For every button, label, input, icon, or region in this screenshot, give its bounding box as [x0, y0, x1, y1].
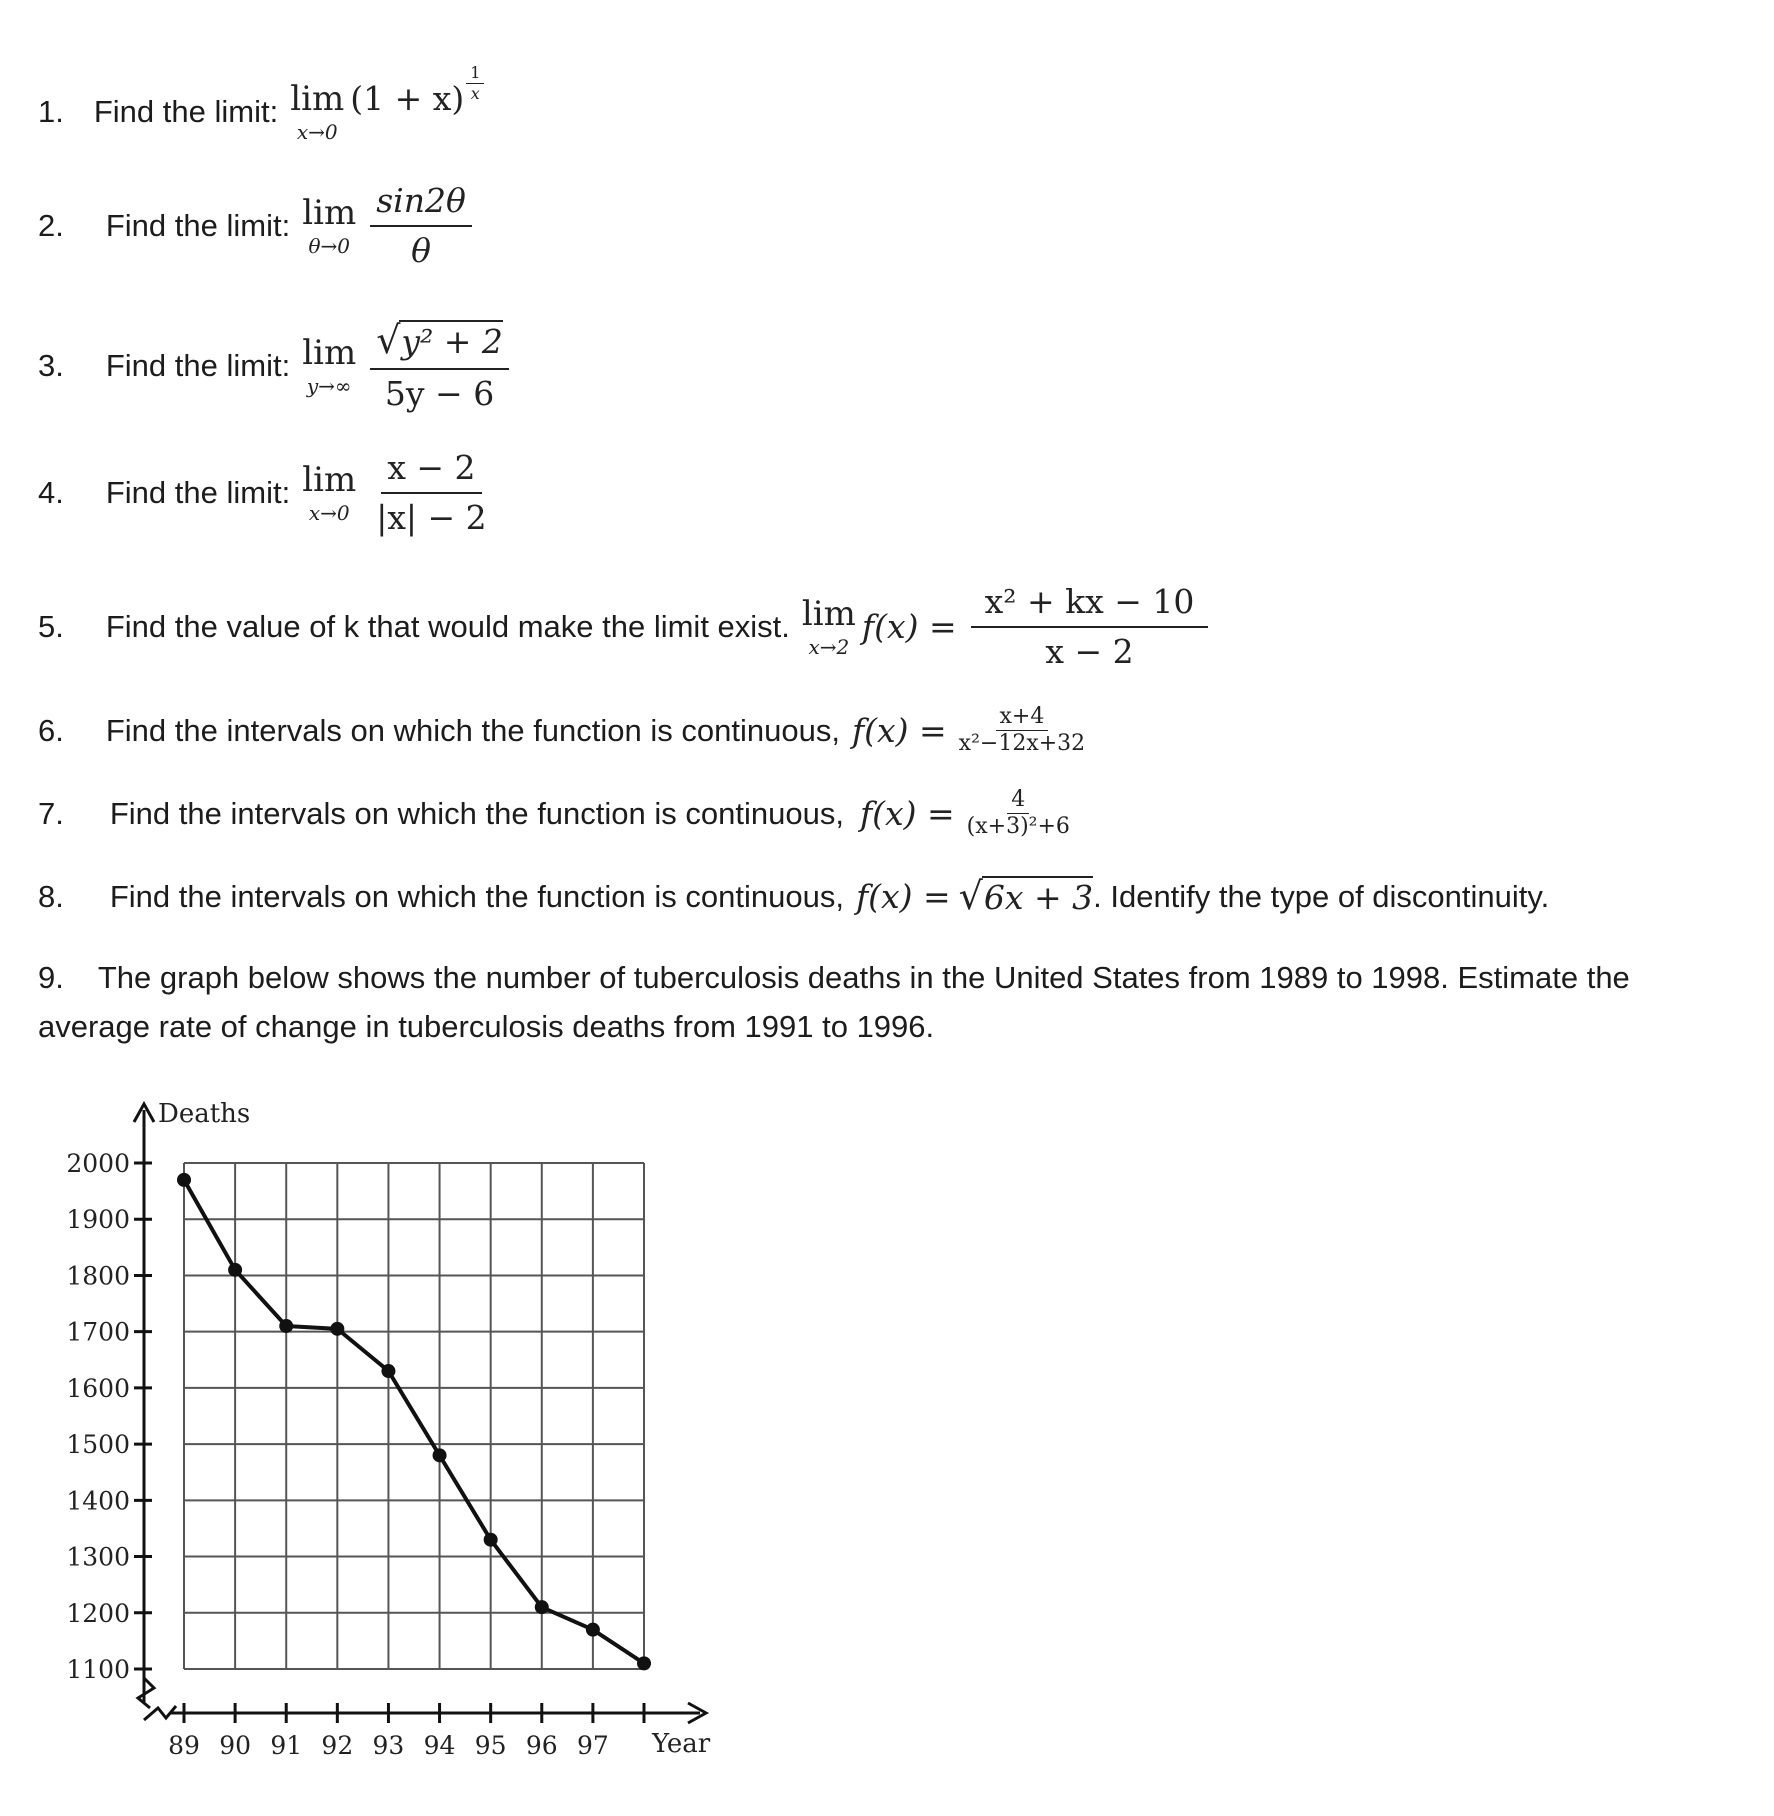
x-tick-label: 96: [525, 1731, 558, 1760]
data-points: [177, 1173, 651, 1671]
question-number: 6.: [38, 712, 64, 748]
fraction: $\frac{x - 2}{|x| - 2}$: [376, 448, 487, 538]
question-text: Find the intervals on which the function is continuous,: [109, 795, 844, 831]
math-expression: [290, 62, 484, 144]
question-1: [38, 62, 484, 144]
x-tick-label: 97: [576, 1731, 609, 1760]
sqrt-icon: √: [958, 874, 983, 918]
data-point: [279, 1319, 293, 1333]
limit-operator: lim y→∞: [302, 333, 357, 399]
fraction: $\frac{x+4}{\text{x²−12x+32}}$: [958, 704, 1086, 757]
exponent-fraction: $\frac{1}{x}$: [466, 64, 484, 102]
math-expression: [860, 788, 1074, 839]
x-tick-label: 90: [219, 1731, 252, 1760]
question-number: 7.: [38, 795, 64, 831]
math-expression: [802, 584, 1208, 671]
question-6: [38, 705, 1089, 756]
data-point: [177, 1173, 191, 1187]
math-expression: f(x) = √6x + 3: [855, 874, 1094, 918]
limit-operator: lim θ→0: [302, 193, 357, 259]
y-tick-label: 1100: [66, 1655, 130, 1684]
y-tick-label: 1800: [66, 1261, 130, 1291]
question-text: The graph below shows the number of tuberculosis deaths in the United States from 1989 to 1998. Estimate the average rate of change in tuberculosis deaths from 1991 to 1996.: [38, 960, 1630, 1044]
data-point: [228, 1263, 242, 1277]
question-tail: . Identify the type of discontinuity.: [1093, 879, 1550, 914]
x-tick-label: 94: [423, 1731, 456, 1760]
x-tick-label: 93: [372, 1731, 405, 1760]
chart-axes: [134, 1104, 706, 1723]
y-tick-label: 1700: [66, 1317, 130, 1347]
question-number: 3.: [38, 348, 64, 384]
question-3: [38, 320, 509, 412]
y-axis-ticks: [66, 1149, 152, 1684]
fraction: $\frac{\text{x² + kx − 10}}{x - 2}$: [971, 584, 1209, 671]
limit-operator: lim x→0: [302, 460, 357, 526]
y-tick-label: 1600: [66, 1373, 130, 1403]
y-tick-label: 1400: [66, 1486, 130, 1516]
question-2: [38, 183, 472, 270]
data-point: [637, 1656, 651, 1670]
tuberculosis-deaths-chart: [0, 1080, 760, 1780]
y-axis-label: Deaths: [158, 1099, 251, 1129]
fraction: $\frac{\sin 2\theta}{\theta}$: [370, 183, 472, 270]
x-tick-label: 89: [168, 1731, 200, 1760]
data-point: [586, 1623, 600, 1637]
question-8: [38, 876, 1549, 918]
question-text: Find the intervals on which the function is continuous,: [105, 712, 840, 748]
y-tick-label: 1500: [66, 1430, 130, 1460]
math-expression: [302, 183, 472, 270]
sqrt-icon: √: [376, 318, 401, 362]
y-axis-break-icon: [138, 1678, 154, 1708]
question-9: [38, 953, 1738, 1051]
x-tick-label: 92: [321, 1731, 354, 1760]
math-expression: [302, 320, 509, 412]
question-number: 9.: [38, 960, 64, 995]
question-text: Find the limit:: [93, 94, 279, 129]
function-lhs: f(x) =: [861, 607, 957, 647]
math-expression: [302, 450, 492, 537]
x-tick-label: 95: [474, 1731, 507, 1760]
question-text: Find the value of k that would make the limit exist.: [105, 609, 790, 645]
question-number: 1.: [38, 94, 64, 129]
math-expression: [852, 705, 1089, 756]
fraction: $\frac{4}{\text{(x+3)²+6}}$: [966, 787, 1070, 840]
series-line: [184, 1180, 644, 1664]
function-lhs: f(x) =: [855, 877, 951, 916]
data-point: [535, 1600, 549, 1614]
y-tick-label: 1900: [66, 1205, 130, 1235]
limit-operator: lim x→2: [801, 594, 856, 660]
data-point: [381, 1364, 395, 1378]
question-7: [38, 788, 1074, 839]
data-point: [433, 1448, 447, 1462]
question-text: Find the limit:: [105, 208, 291, 244]
base-expression: (1 + x): [350, 79, 465, 118]
x-axis-label: Year: [652, 1729, 711, 1759]
question-number: 2.: [38, 208, 64, 244]
question-number: 8.: [38, 879, 64, 914]
fraction: $\frac{\text{√y² + 2}}{5y - 6}$: [370, 320, 509, 412]
data-point: [484, 1533, 498, 1547]
question-number: 4.: [38, 475, 64, 511]
question-5: [38, 584, 1208, 671]
question-text: Find the limit:: [105, 475, 291, 511]
question-text: Find the limit:: [105, 348, 291, 384]
function-lhs: f(x) =: [851, 710, 947, 750]
function-lhs: f(x) =: [859, 793, 955, 833]
x-tick-label: 91: [270, 1731, 303, 1760]
question-number: 5.: [38, 609, 64, 645]
limit-operator: lim x→0: [290, 79, 345, 144]
y-tick-label: 1300: [66, 1542, 130, 1572]
question-text: Find the intervals on which the function is continuous,: [109, 879, 844, 914]
data-point: [330, 1322, 344, 1336]
y-tick-label: 2000: [66, 1149, 130, 1178]
y-tick-label: 1200: [66, 1598, 130, 1628]
question-4: [38, 450, 493, 537]
